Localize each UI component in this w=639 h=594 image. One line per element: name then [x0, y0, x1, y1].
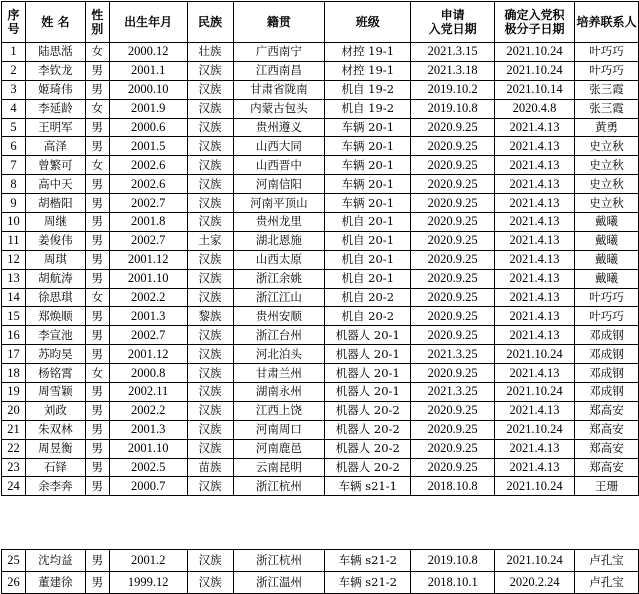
cell-name: 陆思湉 [25, 43, 85, 62]
cell-contact: 叶巧巧 [574, 288, 638, 307]
header-birth: 出生年月 [109, 2, 187, 43]
cell-class: 材控 19-1 [325, 43, 411, 62]
cell-activist-date: 2021.4.13 [495, 231, 575, 250]
cell-birth: 2002.7 [109, 231, 187, 250]
cell-apply-date: 2019.10.2 [411, 80, 495, 99]
cell-birth: 2000.10 [109, 80, 187, 99]
cell-origin: 浙江杭州 [233, 477, 325, 496]
cell-class: 机器人 20-1 [325, 383, 411, 402]
cell-name: 高泽 [25, 137, 85, 156]
cell-origin: 山西太原 [233, 250, 325, 269]
cell-contact: 卢孔宝 [575, 550, 639, 572]
cell-class: 机自 20-1 [325, 269, 411, 288]
cell-name: 胡航涛 [25, 269, 85, 288]
cell-birth: 2002.2 [109, 401, 187, 420]
table-row [2, 383, 639, 402]
cell-class: 车辆 20-1 [325, 194, 411, 213]
cell-contact: 卢孔宝 [575, 572, 639, 594]
cell-ethnicity: 土家 [187, 231, 233, 250]
cell-class: 材控 19-1 [325, 61, 411, 80]
cell-activist-date: 2021.10.24 [495, 383, 575, 402]
header-activist-date: 确定入党积 极分子日期 [495, 2, 575, 43]
cell-origin: 浙江温州 [233, 572, 325, 594]
cell-ethnicity: 壮族 [187, 43, 233, 62]
cell-contact: 叶巧巧 [574, 43, 638, 62]
cell-birth: 2001.3 [109, 420, 187, 439]
cell-birth: 2000.12 [109, 43, 187, 62]
cell-no: 12 [2, 250, 26, 269]
cell-class: 机自 20-1 [325, 250, 411, 269]
cell-no: 24 [2, 477, 26, 496]
cell-origin: 甘肃省陇南 [233, 80, 325, 99]
cell-birth: 2000.8 [109, 364, 187, 383]
table-row [2, 213, 639, 232]
cell-class: 车辆 s21-2 [325, 572, 411, 594]
cell-apply-date: 2020.9.25 [411, 231, 495, 250]
cell-no: 23 [2, 458, 26, 477]
cell-class: 机器人 20-1 [325, 345, 411, 364]
cell-name: 李宣池 [25, 326, 85, 345]
cell-apply-date: 2020.9.25 [411, 401, 495, 420]
cell-activist-date: 2021.4.13 [495, 250, 575, 269]
cell-ethnicity: 汉族 [187, 269, 233, 288]
cell-name: 杨铭霄 [25, 364, 85, 383]
cell-no: 18 [2, 364, 26, 383]
cell-ethnicity: 汉族 [187, 118, 233, 137]
cell-no: 15 [2, 307, 26, 326]
table-row [2, 118, 639, 137]
cell-birth: 2002.5 [109, 458, 187, 477]
cell-contact: 郑高安 [574, 439, 638, 458]
cell-name: 周继 [25, 213, 85, 232]
cell-apply-date: 2020.9.25 [411, 458, 495, 477]
cell-gender: 女 [85, 99, 109, 118]
table-row [2, 345, 639, 364]
cell-no: 9 [2, 194, 26, 213]
cell-ethnicity: 汉族 [187, 345, 233, 364]
cell-no: 17 [2, 345, 26, 364]
cell-birth: 2001.3 [109, 307, 187, 326]
cell-apply-date: 2021.3.25 [411, 345, 495, 364]
cell-apply-date: 2020.9.25 [411, 175, 495, 194]
table-row [2, 231, 639, 250]
cell-contact: 郑高安 [574, 401, 638, 420]
cell-origin: 浙江台州 [233, 326, 325, 345]
cell-activist-date: 2021.4.13 [495, 401, 575, 420]
cell-origin: 湖北恩施 [233, 231, 325, 250]
cell-no: 2 [2, 61, 26, 80]
cell-activist-date: 2021.4.13 [495, 269, 575, 288]
cell-contact: 史立秋 [574, 175, 638, 194]
cell-gender: 男 [85, 420, 109, 439]
cell-class: 车辆 20-1 [325, 175, 411, 194]
cell-contact: 郑高安 [574, 420, 638, 439]
header-apply-date: 申请 入党日期 [411, 2, 495, 43]
cell-ethnicity: 苗族 [187, 458, 233, 477]
cell-ethnicity: 汉族 [187, 420, 233, 439]
cell-class: 机器人 20-2 [325, 420, 411, 439]
cell-class: 机自 20-1 [325, 231, 411, 250]
cell-name: 李钦龙 [25, 61, 85, 80]
cell-class: 机自 20-1 [325, 213, 411, 232]
table-row [2, 420, 639, 439]
cell-no: 3 [2, 80, 26, 99]
header-name: 姓 名 [25, 2, 85, 43]
cell-ethnicity: 汉族 [187, 156, 233, 175]
cell-class: 车辆 s21-2 [325, 550, 411, 572]
cell-no: 10 [2, 213, 26, 232]
cell-contact: 郑高安 [574, 458, 638, 477]
cell-name: 李延龄 [25, 99, 85, 118]
cell-contact: 叶巧巧 [574, 307, 638, 326]
cell-gender: 男 [85, 118, 109, 137]
cell-name: 董建徐 [25, 572, 85, 594]
cell-gender: 女 [85, 288, 109, 307]
table-row [2, 477, 639, 496]
cell-contact: 戴曦 [574, 269, 638, 288]
cell-name: 朱双林 [25, 420, 85, 439]
cell-activist-date: 2021.4.13 [495, 213, 575, 232]
cell-no: 19 [2, 383, 26, 402]
cell-apply-date: 2020.9.25 [411, 137, 495, 156]
cell-name: 余李奔 [25, 477, 85, 496]
cell-contact: 黄勇 [574, 118, 638, 137]
cell-apply-date: 2021.3.25 [411, 383, 495, 402]
cell-ethnicity: 汉族 [187, 194, 233, 213]
cell-origin: 广西南宁 [233, 43, 325, 62]
cell-name: 刘政 [25, 401, 85, 420]
cell-origin: 内蒙古包头 [233, 99, 325, 118]
cell-activist-date: 2021.10.14 [495, 80, 575, 99]
cell-ethnicity: 汉族 [187, 364, 233, 383]
cell-ethnicity: 汉族 [187, 80, 233, 99]
cell-origin: 江西南昌 [233, 61, 325, 80]
cell-ethnicity: 汉族 [187, 175, 233, 194]
cell-origin: 云南昆明 [233, 458, 325, 477]
cell-gender: 男 [85, 550, 109, 572]
cell-gender: 女 [85, 43, 109, 62]
cell-class: 车辆 20-1 [325, 118, 411, 137]
cell-birth: 2002.6 [109, 175, 187, 194]
cell-no: 1 [2, 43, 26, 62]
cell-contact: 邓成钢 [574, 326, 638, 345]
header-class: 班级 [325, 2, 411, 43]
cell-ethnicity: 汉族 [187, 137, 233, 156]
cell-origin: 河南信阳 [233, 175, 325, 194]
table-row [2, 288, 639, 307]
cell-birth: 2001.1 [109, 61, 187, 80]
cell-activist-date: 2021.4.13 [495, 137, 575, 156]
table-row [2, 156, 639, 175]
cell-contact: 张三霞 [574, 99, 638, 118]
cell-birth: 2001.8 [109, 213, 187, 232]
table-row [2, 194, 639, 213]
cell-name: 曾繁可 [25, 156, 85, 175]
cell-birth: 2001.2 [109, 550, 187, 572]
cell-apply-date: 2019.10.8 [411, 99, 495, 118]
cell-origin: 贵州安顺 [233, 307, 325, 326]
cell-name: 徐思琪 [25, 288, 85, 307]
cell-birth: 2002.7 [109, 326, 187, 345]
cell-activist-date: 2021.4.13 [495, 118, 575, 137]
cell-apply-date: 2018.10.8 [411, 477, 495, 496]
cell-origin: 河北泊头 [233, 345, 325, 364]
cell-contact: 王珊 [574, 477, 638, 496]
cell-activist-date: 2021.4.13 [495, 307, 575, 326]
cell-activist-date: 2021.4.13 [495, 175, 575, 194]
cell-ethnicity: 汉族 [187, 572, 233, 594]
header-origin: 籍贯 [233, 2, 325, 43]
cell-contact: 邓成钢 [574, 383, 638, 402]
header-contact: 培养联系人 [574, 2, 638, 43]
cell-no: 8 [2, 175, 26, 194]
cell-ethnicity: 汉族 [187, 401, 233, 420]
cell-apply-date: 2020.9.25 [411, 439, 495, 458]
cell-no: 25 [2, 550, 26, 572]
cell-activist-date: 2021.4.13 [495, 326, 575, 345]
cell-activist-date: 2020.4.8 [495, 99, 575, 118]
cell-birth: 2001.5 [109, 137, 187, 156]
cell-origin: 河南平顶山 [233, 194, 325, 213]
cell-apply-date: 2020.9.25 [411, 250, 495, 269]
cell-gender: 男 [85, 213, 109, 232]
table-row [2, 550, 639, 572]
cell-gender: 男 [85, 137, 109, 156]
cell-class: 机自 19-2 [325, 99, 411, 118]
cell-gender: 女 [85, 156, 109, 175]
cell-activist-date: 2021.4.13 [495, 156, 575, 175]
cell-birth: 2002.7 [109, 194, 187, 213]
cell-gender: 男 [85, 250, 109, 269]
cell-activist-date: 2020.2.24 [495, 572, 575, 594]
cell-name: 苏昀昊 [25, 345, 85, 364]
students-table [1, 1, 639, 496]
cell-class: 机器人 20-2 [325, 401, 411, 420]
header-row [2, 2, 639, 43]
cell-no: 13 [2, 269, 26, 288]
cell-birth: 2001.12 [109, 250, 187, 269]
cell-gender: 男 [85, 401, 109, 420]
header-ethnicity: 民族 [187, 2, 233, 43]
cell-birth: 2000.6 [109, 118, 187, 137]
table-row [2, 61, 639, 80]
cell-no: 22 [2, 439, 26, 458]
cell-origin: 河南鹿邑 [233, 439, 325, 458]
cell-apply-date: 2020.9.25 [411, 269, 495, 288]
cell-class: 机器人 20-1 [325, 364, 411, 383]
cell-birth: 2002.11 [109, 383, 187, 402]
cell-name: 周昱衡 [25, 439, 85, 458]
cell-name: 高中天 [25, 175, 85, 194]
cell-name: 周琪 [25, 250, 85, 269]
cell-contact: 邓成钢 [574, 364, 638, 383]
cell-contact: 戴曦 [574, 250, 638, 269]
cell-class: 机自 20-2 [325, 288, 411, 307]
table-row [2, 307, 639, 326]
cell-ethnicity: 汉族 [187, 439, 233, 458]
cell-contact: 邓成钢 [574, 345, 638, 364]
cell-gender: 男 [85, 345, 109, 364]
cell-apply-date: 2021.3.15 [411, 43, 495, 62]
cell-origin: 山西晋中 [233, 156, 325, 175]
cell-birth: 2000.7 [109, 477, 187, 496]
cell-activist-date: 2021.10.24 [495, 43, 575, 62]
cell-origin: 江西上饶 [233, 401, 325, 420]
cell-ethnicity: 汉族 [187, 250, 233, 269]
cell-apply-date: 2020.9.25 [411, 213, 495, 232]
cell-activist-date: 2021.4.13 [495, 458, 575, 477]
cell-activist-date: 2021.10.24 [495, 420, 575, 439]
table-row [2, 43, 639, 62]
cell-ethnicity: 汉族 [187, 99, 233, 118]
cell-class: 车辆 20-1 [325, 137, 411, 156]
table-row [2, 80, 639, 99]
cell-apply-date: 2020.9.25 [411, 364, 495, 383]
cell-origin: 贵州遵义 [233, 118, 325, 137]
cell-name: 周雪颖 [25, 383, 85, 402]
cell-activist-date: 2021.4.13 [495, 288, 575, 307]
cell-no: 26 [2, 572, 26, 594]
cell-birth: 2001.9 [109, 99, 187, 118]
cell-origin: 河南周口 [233, 420, 325, 439]
table-row [2, 401, 639, 420]
cell-ethnicity: 汉族 [187, 477, 233, 496]
cell-origin: 浙江杭州 [233, 550, 325, 572]
cell-apply-date: 2020.9.25 [411, 194, 495, 213]
cell-contact: 史立秋 [574, 194, 638, 213]
cell-activist-date: 2021.10.24 [495, 345, 575, 364]
cell-gender: 女 [85, 364, 109, 383]
cell-origin: 浙江余姚 [233, 269, 325, 288]
cell-gender: 男 [85, 175, 109, 194]
table-row [2, 458, 639, 477]
cell-class: 车辆 s21-1 [325, 477, 411, 496]
cell-no: 5 [2, 118, 26, 137]
cell-birth: 1999.12 [109, 572, 187, 594]
cell-activist-date: 2021.4.13 [495, 194, 575, 213]
table-row [2, 250, 639, 269]
cell-gender: 男 [85, 194, 109, 213]
cell-birth: 2001.10 [109, 269, 187, 288]
cell-contact: 史立秋 [574, 156, 638, 175]
cell-name: 王明军 [25, 118, 85, 137]
cell-class: 车辆 20-1 [325, 156, 411, 175]
cell-origin: 湖南永州 [233, 383, 325, 402]
cell-gender: 男 [85, 383, 109, 402]
cell-no: 11 [2, 231, 26, 250]
cell-origin: 甘肃兰州 [233, 364, 325, 383]
cell-birth: 2001.12 [109, 345, 187, 364]
cell-no: 14 [2, 288, 26, 307]
table-row [2, 269, 639, 288]
cell-class: 机器人 20-1 [325, 326, 411, 345]
cell-class: 机自 20-2 [325, 307, 411, 326]
cell-ethnicity: 汉族 [187, 383, 233, 402]
cell-contact: 戴曦 [574, 213, 638, 232]
cell-gender: 男 [85, 477, 109, 496]
cell-activist-date: 2021.10.24 [495, 61, 575, 80]
cell-name: 姜俊伟 [25, 231, 85, 250]
cell-name: 姬琦伟 [25, 80, 85, 99]
header-no: 序 号 [2, 2, 26, 43]
table-row [2, 137, 639, 156]
cell-apply-date: 2019.10.8 [411, 550, 495, 572]
cell-class: 机自 19-2 [325, 80, 411, 99]
header-gender: 性 别 [85, 2, 109, 43]
cell-activist-date: 2021.10.24 [495, 550, 575, 572]
cell-no: 16 [2, 326, 26, 345]
cell-gender: 男 [85, 61, 109, 80]
cell-no: 21 [2, 420, 26, 439]
cell-name: 石铎 [25, 458, 85, 477]
table-row [2, 326, 639, 345]
cell-apply-date: 2020.9.25 [411, 118, 495, 137]
cell-birth: 2002.2 [109, 288, 187, 307]
cell-origin: 浙江江山 [233, 288, 325, 307]
table-row [2, 175, 639, 194]
cell-name: 沈均益 [25, 550, 85, 572]
cell-apply-date: 2020.9.25 [411, 326, 495, 345]
cell-name: 郑焕顺 [25, 307, 85, 326]
cell-contact: 张三霞 [574, 80, 638, 99]
cell-gender: 男 [85, 572, 109, 594]
cell-apply-date: 2018.10.1 [411, 572, 495, 594]
cell-apply-date: 2020.9.25 [411, 156, 495, 175]
cell-apply-date: 2020.9.25 [411, 420, 495, 439]
cell-apply-date: 2020.9.25 [411, 307, 495, 326]
cell-ethnicity: 黎族 [187, 307, 233, 326]
cell-contact: 史立秋 [574, 137, 638, 156]
cell-origin: 贵州龙里 [233, 213, 325, 232]
cell-gender: 男 [85, 231, 109, 250]
cell-activist-date: 2021.4.13 [495, 364, 575, 383]
cell-gender: 男 [85, 307, 109, 326]
cell-birth: 2002.6 [109, 156, 187, 175]
table-row [2, 439, 639, 458]
cell-gender: 男 [85, 326, 109, 345]
cell-gender: 男 [85, 80, 109, 99]
cell-activist-date: 2021.10.24 [495, 477, 575, 496]
cell-ethnicity: 汉族 [187, 61, 233, 80]
cell-no: 7 [2, 156, 26, 175]
cell-birth: 2001.10 [109, 439, 187, 458]
cell-no: 6 [2, 137, 26, 156]
cell-gender: 男 [85, 458, 109, 477]
cell-ethnicity: 汉族 [187, 326, 233, 345]
table-row [2, 572, 639, 594]
cell-class: 机器人 20-2 [325, 439, 411, 458]
cell-gender: 男 [85, 269, 109, 288]
students-table-continued [1, 549, 639, 594]
cell-name: 胡楷阳 [25, 194, 85, 213]
table-row [2, 99, 639, 118]
cell-apply-date: 2020.9.25 [411, 288, 495, 307]
cell-no: 4 [2, 99, 26, 118]
cell-activist-date: 2021.4.13 [495, 439, 575, 458]
cell-gender: 男 [85, 439, 109, 458]
table-row [2, 364, 639, 383]
cell-ethnicity: 汉族 [187, 550, 233, 572]
cell-origin: 山西大同 [233, 137, 325, 156]
cell-contact: 戴曦 [574, 231, 638, 250]
cell-ethnicity: 汉族 [187, 213, 233, 232]
cell-class: 机器人 20-2 [325, 458, 411, 477]
cell-no: 20 [2, 401, 26, 420]
cell-ethnicity: 汉族 [187, 288, 233, 307]
cell-contact: 叶巧巧 [574, 61, 638, 80]
cell-apply-date: 2021.3.18 [411, 61, 495, 80]
